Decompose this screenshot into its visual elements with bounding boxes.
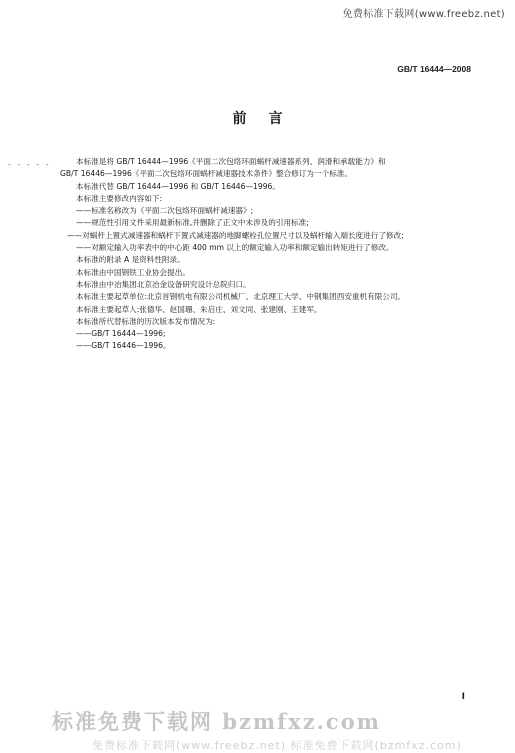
paragraph: ——规范性引用文件采用最新标准,并删除了正文中未涉及的引用标准; bbox=[76, 218, 309, 228]
paragraph: ——对额定输入功率表中的中心距 400 mm 以上的额定输入功率和额定输出转矩进行了修改。 bbox=[76, 243, 394, 253]
footer-watermark: 标准免费下载网 bzmfxz.com bbox=[52, 709, 381, 734]
margin-dash-mark: - - - - - bbox=[8, 160, 51, 169]
paragraph: 本标准的附录 A 是资料性附录。 bbox=[76, 255, 185, 265]
page-title: 前言 bbox=[232, 111, 305, 127]
paragraph: 本标准由中冶集团北京冶金设备研究设计总院归口。 bbox=[76, 279, 251, 289]
paragraph: ——对蜗杆上置式减速器和蜗杆下置式减速器的地脚螺栓孔位置尺寸以及蜗杆输入端长度进行了修改; bbox=[67, 230, 404, 240]
paragraph: ——GB/T 16446—1996。 bbox=[76, 341, 171, 351]
paragraph: ——GB/T 16444—1996; bbox=[76, 329, 166, 339]
paragraph: GB/T 16446—1996《平面二次包络环面蜗杆减速器技术条件》整合修订为一个标准。 bbox=[60, 169, 352, 179]
site-banner[interactable]: 免费标准下载网(www.freebz.net) bbox=[342, 9, 505, 20]
paragraph: 本标准由中国钢铁工业协会提出。 bbox=[76, 267, 190, 277]
paragraph: 本标准主要修改内容如下: bbox=[76, 193, 163, 203]
paragraph: 本标准代替 GB/T 16444—1996 和 GB/T 16446—1996。 bbox=[76, 181, 280, 191]
footer-watermark-ghost: 免费标准下载网(www.freebz.net) 标准免费下载网(bzmfxz.com) bbox=[92, 739, 462, 752]
paragraph: 本标准主要起草单位:北京首钢机电有限公司机械厂、北京理工大学、中钢集团西安重机有限公司。 bbox=[76, 292, 406, 302]
standard-number: GB/T 16444—2008 bbox=[397, 64, 471, 74]
page-number: I bbox=[461, 692, 465, 702]
paragraph: 本标准是将 GB/T 16444—1996《平面二次包络环面蜗杆减速器系列、润滑和承载能力》和 bbox=[76, 157, 386, 166]
paragraph: ——标准名称改为《平面二次包络环面蜗杆减速器》; bbox=[76, 206, 254, 216]
paragraph: 本标准所代替标准的历次版本发布情况为: bbox=[76, 316, 216, 326]
paragraph: 本标准主要起草人:张德华、赵国珊、朱启庄、刘文同、张建刚、王建军。 bbox=[76, 304, 322, 314]
foreword-body bbox=[60, 156, 480, 353]
